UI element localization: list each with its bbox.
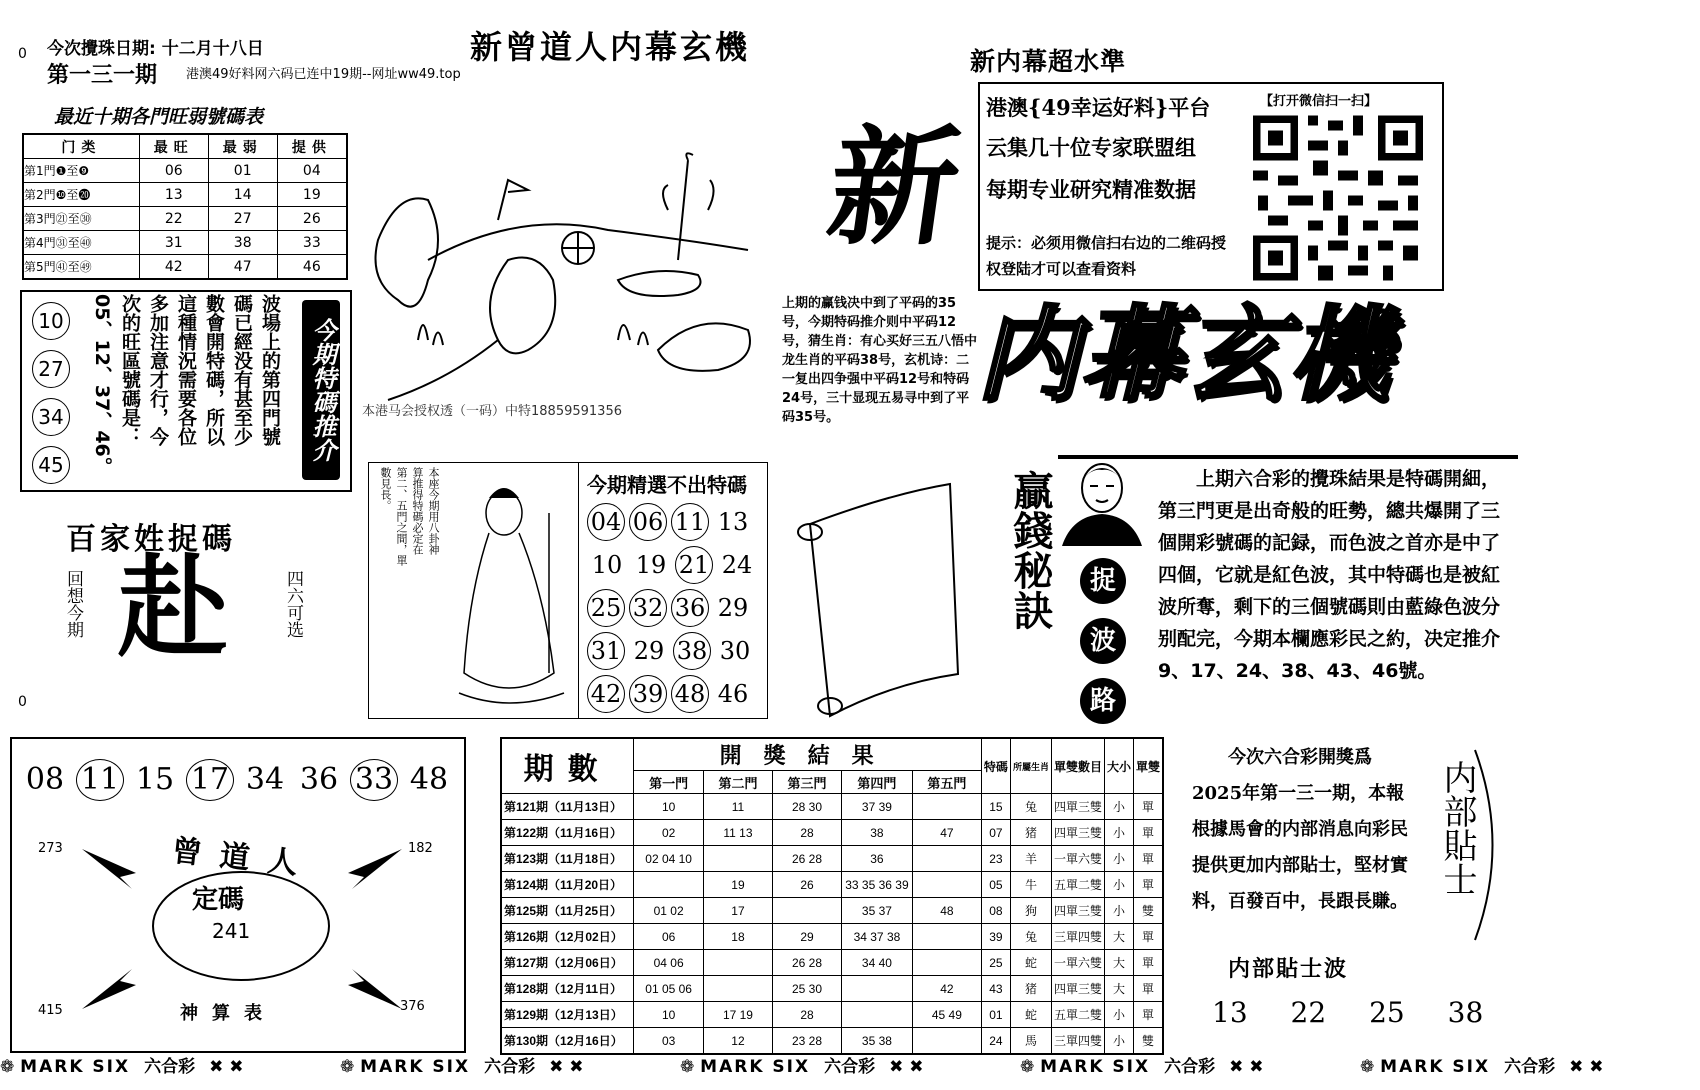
fixed-code-bottom: 神算表 [180,1003,276,1024]
result-gate-cell [703,950,772,976]
result-oddeven: 單 [1133,794,1163,820]
surname-left: 回想今期 [63,570,83,638]
result-gate-cell [703,976,772,1002]
gate-cell: 第3門㉑至㉚ [23,207,139,231]
not-special-row [585,503,769,546]
fixed-code-center: 定碼 [192,885,245,915]
result-oddeven: 單 [1133,872,1163,898]
hot-circles [32,302,76,484]
result-zodiac: 蛇 [1010,950,1051,976]
not-special-number: 19 [635,551,667,579]
header-weak: 最弱 [208,134,277,159]
cross-icon: ✖ ✖ [1229,1057,1264,1077]
win-badge: 波 [1080,618,1126,664]
inside-wave-title: 内部貼士波 [1228,957,1349,982]
result-period: 第129期（12月13日） [501,1002,634,1028]
result-size: 小 [1104,898,1133,924]
results-gate-header: 第二門 [703,771,772,794]
table-row [23,183,347,207]
not-special-number: 30 [719,637,751,665]
win-secret-text: 上期六合彩的攪珠結果是特碼開細，第三門更是出奇般的旺勢，總共爆開了三個開彩號碼的記録，而色波之首亦是中了四個，它就是紅色波，其中特碼也是被紅波所奪，剩下的三個號碼則由藍綠色波分别配完，今期本欄應彩民之約，决定推介9、17、24、38、43、46號。 [1158,468,1501,682]
result-gate-cell: 36 [842,846,913,872]
result-zodiac: 猪 [1010,820,1051,846]
inside-wave-numbers [1212,996,1483,1029]
result-gate-cell: 23 28 [772,1028,841,1055]
hot-cell: 06 [139,159,208,183]
win-badges [1080,558,1126,724]
result-oddeven: 單 [1133,820,1163,846]
results-table [500,737,1164,1055]
flower-icon: ❁ [0,1057,21,1077]
results-extra-header: 特碼 [981,738,1010,794]
not-special-number: 36 [671,589,709,627]
offer-cell: 04 [277,159,347,183]
footer-mark: MARK SIX [1040,1057,1151,1077]
scroll-poem [790,484,966,716]
goddess-illustration [449,473,569,713]
results-gate-header: 第四門 [842,771,913,794]
result-gate-cell [703,846,772,872]
hot-cell: 13 [139,183,208,207]
recent-table [22,133,348,280]
result-special: 39 [981,924,1010,950]
results-header: 開獎結果 [634,738,982,771]
result-gate-cell: 34 40 [842,950,913,976]
wave-number: 13 [1212,996,1248,1029]
hot-cell: 22 [139,207,208,231]
promo-title: 新内幕超水準 [970,47,1127,76]
cross-icon: ✖ ✖ [1569,1057,1604,1077]
result-oddeven: 單 [1133,924,1163,950]
gate-cell: 第1門❶至❾ [23,159,139,183]
result-gate-cell: 26 28 [772,950,841,976]
not-special-number: 42 [587,675,625,713]
table-row [501,1028,1163,1055]
results-extra-header: 單雙 [1133,738,1163,794]
bagua-text: 算推得特碼必定在 [411,467,424,555]
result-oddeven-count: 三單四雙 [1051,924,1104,950]
results-gate-header: 第五門 [912,771,981,794]
wave-number: 38 [1447,996,1484,1029]
table-row [23,231,347,255]
gate-cell: 第5門㊶至㊾ [23,255,139,280]
result-zodiac: 牛 [1010,872,1051,898]
result-special: 01 [981,1002,1010,1028]
hot-numbers-box [20,290,352,492]
zero-top: 0 [18,46,27,62]
result-gate-cell: 11 13 [703,820,772,846]
result-gate-cell: 47 [912,820,981,846]
bagua-box [368,462,768,719]
result-oddeven: 單 [1133,846,1163,872]
cross-icon: ✖ ✖ [209,1057,244,1077]
surname-big: 赴 [118,544,228,672]
result-gate-cell: 02 04 10 [634,846,704,872]
result-special: 24 [981,1028,1010,1055]
result-period: 第127期（12月06日） [501,950,634,976]
cross-icon: ✖ ✖ [549,1057,584,1077]
result-gate-cell: 01 02 [634,898,704,924]
result-gate-cell [842,976,913,1002]
result-gate-cell: 02 [634,820,704,846]
result-special: 05 [981,872,1010,898]
arrows-icon [72,839,412,1019]
qr-label: 【打开微信扫一扫】 [1260,94,1378,109]
footer-chinese: 六合彩 [144,1057,196,1077]
hot-text-col: 次的旺區號碼是： [119,294,141,446]
result-oddeven: 單 [1133,1002,1163,1028]
result-gate-cell: 35 38 [842,1028,913,1055]
result-gate-cell: 01 05 06 [634,976,704,1002]
result-zodiac: 兔 [1010,924,1051,950]
fixed-code-number: 17 [186,759,234,801]
gate-cell: 第2門❿至⓴ [23,183,139,207]
result-gate-cell: 19 [703,872,772,898]
qr-code-icon[interactable] [1248,110,1428,286]
recent-table-title: 最近十期各門旺弱號碼表 [54,106,264,128]
result-gate-cell [912,846,981,872]
result-oddeven: 雙 [1133,1028,1163,1055]
not-special-number: 46 [717,680,749,708]
fixed-code-number: 36 [299,762,339,797]
footer-item [1360,1052,1700,1077]
footer-mark: MARK SIX [20,1057,131,1077]
offer-cell: 33 [277,231,347,255]
footer-item [340,1052,680,1077]
result-gate-cell [912,950,981,976]
result-gate-cell: 10 [634,794,704,820]
not-special-number: 29 [717,594,749,622]
zero-mid: 0 [18,694,27,710]
gate-cell: 第4門㉛至㊵ [23,231,139,255]
weak-cell: 01 [208,159,277,183]
offer-cell: 26 [277,207,347,231]
footer-strip [0,1052,1604,1082]
table-row [501,950,1163,976]
table-row [501,976,1163,1002]
fixed-code-number: 08 [25,762,65,797]
fixed-code-box [10,737,466,1053]
result-gate-cell: 17 19 [703,1002,772,1028]
results-title: 期數 [501,738,634,794]
footer-item [0,1052,340,1077]
flower-icon: ❁ [1020,1057,1041,1077]
result-zodiac: 馬 [1010,1028,1051,1055]
not-special-number: 32 [629,589,667,627]
table-row [501,794,1163,820]
picture-caption: 本港马会授权透（一码）中特18859591356 [362,404,622,419]
result-size: 小 [1104,846,1133,872]
not-special-number: 39 [629,675,667,713]
fixed-code-number: 11 [76,759,124,801]
table-row [501,846,1163,872]
corner-tl: 273 [38,841,63,856]
result-gate-cell [912,794,981,820]
neimu-logo: 内幕玄機 [970,296,1416,415]
result-gate-cell: 18 [703,924,772,950]
footer-chinese: 六合彩 [1504,1057,1556,1077]
offer-cell: 19 [277,183,347,207]
footer-chinese: 六合彩 [824,1057,876,1077]
promo-line: 港澳{49幸运好料}平台 [986,95,1211,120]
not-special-grid [585,503,769,718]
fixed-code-number: 33 [350,759,398,801]
result-special: 23 [981,846,1010,872]
not-special-number: 11 [671,503,709,541]
promo-line: 每期专业研究精准数据 [986,177,1196,202]
result-gate-cell: 06 [634,924,704,950]
hot-text-col: 多加注意才行，今 [147,294,169,446]
footer-item [1020,1052,1360,1077]
special-badge: 今期特碼推介 [302,300,340,480]
result-gate-cell [912,924,981,950]
not-special-row [585,589,769,632]
bagua-text: 數見長。 [379,467,392,511]
result-gate-cell: 42 [912,976,981,1002]
hot-circle: 45 [32,446,70,484]
wave-number: 25 [1369,996,1405,1029]
bagua-text: 本座今期用八卦神 [427,467,440,555]
footer-mark: MARK SIX [700,1057,811,1077]
result-oddeven: 單 [1133,976,1163,1002]
result-gate-cell: 28 [772,1002,841,1028]
result-special: 07 [981,820,1010,846]
result-oddeven-count: 四單三雙 [1051,976,1104,1002]
result-period: 第125期（11月25日） [501,898,634,924]
footer-chinese: 六合彩 [1164,1057,1216,1077]
not-special-number: 25 [587,589,625,627]
result-gate-cell: 37 39 [842,794,913,820]
win-badge: 捉 [1080,558,1126,604]
result-size: 大 [1104,950,1133,976]
hot-text-col: 波場上的第四門號 [259,294,281,446]
result-gate-cell: 26 28 [772,846,841,872]
header-offer: 提供 [277,134,347,159]
not-special-number: 13 [717,508,749,536]
result-zodiac: 羊 [1010,846,1051,872]
win-badge: 路 [1080,678,1126,724]
scroll-icon [790,484,966,716]
table-row [501,1002,1163,1028]
results-extra-header: 所屬生肖 [1010,738,1051,794]
weak-cell: 14 [208,183,277,207]
table-row [501,898,1163,924]
result-period: 第122期（11月16日） [501,820,634,846]
result-oddeven-count: 四單三雙 [1051,898,1104,924]
weak-cell: 38 [208,231,277,255]
table-row [501,820,1163,846]
xin-text: 上期的赢钱决中到了平码的35号，今期特码推介则中平码12号，猜生肖：有心买好三五八悟中龙生肖的平码38号，玄机诗：二一复出四争强中平码12号和特码24号，三十显现五易寻中到了平码35号。 [782,296,978,425]
result-oddeven: 單 [1133,950,1163,976]
footer-mark: MARK SIX [1380,1057,1491,1077]
surname-title: 百家姓捉碼 [66,522,236,557]
result-gate-cell: 26 [772,872,841,898]
result-gate-cell [772,898,841,924]
hot-text-col: 這種情況需要各位 [175,294,197,446]
hot-circle: 27 [32,350,70,388]
result-gate-cell: 28 30 [772,794,841,820]
result-zodiac: 蛇 [1010,1002,1051,1028]
footer-chinese: 六合彩 [484,1057,536,1077]
issue-note: 港澳49好料网六码已连中19期--网址ww49.top [186,67,461,82]
result-period: 第121期（11月13日） [501,794,634,820]
issue-number: 第一三一期 [47,63,158,88]
result-oddeven-count: 一單六雙 [1051,950,1104,976]
not-special-number: 06 [629,503,667,541]
result-gate-cell: 11 [703,794,772,820]
inside-text: 今次六合彩開獎爲2025年第一三一期，本報根據馬會的内部消息向彩民提供更加内部貼士，堅材實料，百發百中，長跟長賺。 [1192,747,1408,912]
corner-bl: 415 [38,1003,63,1018]
results-extra-header: 大小 [1104,738,1133,794]
promo-box [978,82,1444,291]
mouse-illustration [358,150,768,410]
wave-number: 22 [1290,996,1327,1029]
not-special-row [585,632,769,675]
table-row [501,924,1163,950]
result-size: 小 [1104,794,1133,820]
result-gate-cell: 12 [703,1028,772,1055]
result-gate-cell: 45 49 [912,1002,981,1028]
result-gate-cell: 28 [772,820,841,846]
result-oddeven-count: 四單三雙 [1051,820,1104,846]
win-secret-vertical: 贏錢秘訣 [1007,470,1053,630]
corner-br: 376 [400,999,425,1014]
result-special: 08 [981,898,1010,924]
result-gate-cell: 38 [842,820,913,846]
result-special: 43 [981,976,1010,1002]
bagua-text: 第二、五門之間，單 [395,467,408,566]
result-gate-cell: 35 37 [842,898,913,924]
header-gate: 门类 [23,134,139,159]
flower-icon: ❁ [680,1057,701,1077]
header-hot: 最旺 [139,134,208,159]
result-period: 第124期（11月20日） [501,872,634,898]
result-zodiac: 狗 [1010,898,1051,924]
result-size: 大 [1104,924,1133,950]
result-oddeven-count: 四單三雙 [1051,794,1104,820]
result-size: 小 [1104,1002,1133,1028]
result-gate-cell [634,872,704,898]
fixed-code-numbers [22,759,460,801]
result-size: 小 [1104,820,1133,846]
result-oddeven-count: 三單四雙 [1051,1028,1104,1055]
result-gate-cell [912,1028,981,1055]
result-period: 第123期（11月18日） [501,846,634,872]
result-period: 第128期（12月11日） [501,976,634,1002]
hot-text-col: 碼已經没有甚至少 [231,294,253,446]
result-size: 大 [1104,976,1133,1002]
offer-cell: 46 [277,255,347,280]
not-special-number: 29 [633,637,665,665]
result-gate-cell: 48 [912,898,981,924]
weak-cell: 27 [208,207,277,231]
flower-icon: ❁ [1360,1057,1381,1077]
not-special-number: 21 [675,546,713,584]
result-gate-cell: 10 [634,1002,704,1028]
not-special-number: 10 [591,551,623,579]
promo-line: 云集几十位专家联盟组 [986,135,1196,160]
promo-tip: 提示：必须用微信扫右边的二维码授权登陆才可以查看资料 [986,234,1227,278]
result-gate-cell [842,1002,913,1028]
hot-circle: 34 [32,398,70,436]
not-special-number: 31 [587,632,625,670]
result-period: 第126期（12月02日） [501,924,634,950]
main-title: 新曾道人内幕玄機 [470,28,751,66]
hot-text-col: 數會開特碼，所以 [203,294,225,446]
result-period: 第130期（12月16日） [501,1028,634,1055]
table-row [23,207,347,231]
result-gate-cell: 33 35 36 39 [842,872,913,898]
recent-table-header [23,134,347,159]
results-gate-header: 第一門 [634,771,704,794]
results-extra-header: 單雙數目 [1051,738,1104,794]
result-size: 小 [1104,1028,1133,1055]
surname-right: 四六可选 [283,570,303,638]
hot-text-col: 05、12、37、46。 [91,294,113,476]
result-zodiac: 兔 [1010,794,1051,820]
table-row [23,159,347,183]
cross-icon: ✖ ✖ [889,1057,924,1077]
result-oddeven-count: 五單二雙 [1051,1002,1104,1028]
xin-big-char: 新 [819,113,969,263]
not-special-row [585,546,769,589]
not-special-number: 24 [721,551,753,579]
hot-cell: 42 [139,255,208,280]
hot-circle: 10 [32,302,70,340]
weak-cell: 47 [208,255,277,280]
table-row [23,255,347,280]
not-special-title: 今期精選不出特碼 [587,473,747,497]
result-gate-cell: 03 [634,1028,704,1055]
result-size: 小 [1104,872,1133,898]
fixed-code-number: 48 [409,762,449,797]
fixed-code-number: 34 [245,762,285,797]
man-portrait [1062,456,1142,546]
flower-icon: ❁ [340,1057,361,1077]
result-gate-cell: 17 [703,898,772,924]
result-gate-cell: 34 37 38 [842,924,913,950]
not-special-number: 48 [671,675,709,713]
results-gate-header: 第三門 [772,771,841,794]
result-gate-cell: 29 [772,924,841,950]
fixed-code-title: 曾道人 [170,833,318,884]
inside-vertical: 内部貼士 [1437,760,1477,896]
draw-date: 今次攪珠日期: 十二月十八日 [47,39,264,59]
result-gate-cell: 04 06 [634,950,704,976]
table-row [501,872,1163,898]
result-oddeven-count: 五單二雙 [1051,872,1104,898]
result-zodiac: 猪 [1010,976,1051,1002]
result-oddeven-count: 一單六雙 [1051,846,1104,872]
result-gate-cell: 25 30 [772,976,841,1002]
result-special: 15 [981,794,1010,820]
fixed-code-number: 15 [135,762,175,797]
fixed-code-center-num: 241 [212,919,251,943]
not-special-number: 04 [587,503,625,541]
not-special-number: 38 [673,632,711,670]
result-gate-cell [912,872,981,898]
footer-mark: MARK SIX [360,1057,471,1077]
result-oddeven: 雙 [1133,898,1163,924]
not-special-row [585,675,769,718]
hot-cell: 31 [139,231,208,255]
corner-tr: 182 [408,841,433,856]
footer-item [680,1052,1020,1077]
result-special: 25 [981,950,1010,976]
